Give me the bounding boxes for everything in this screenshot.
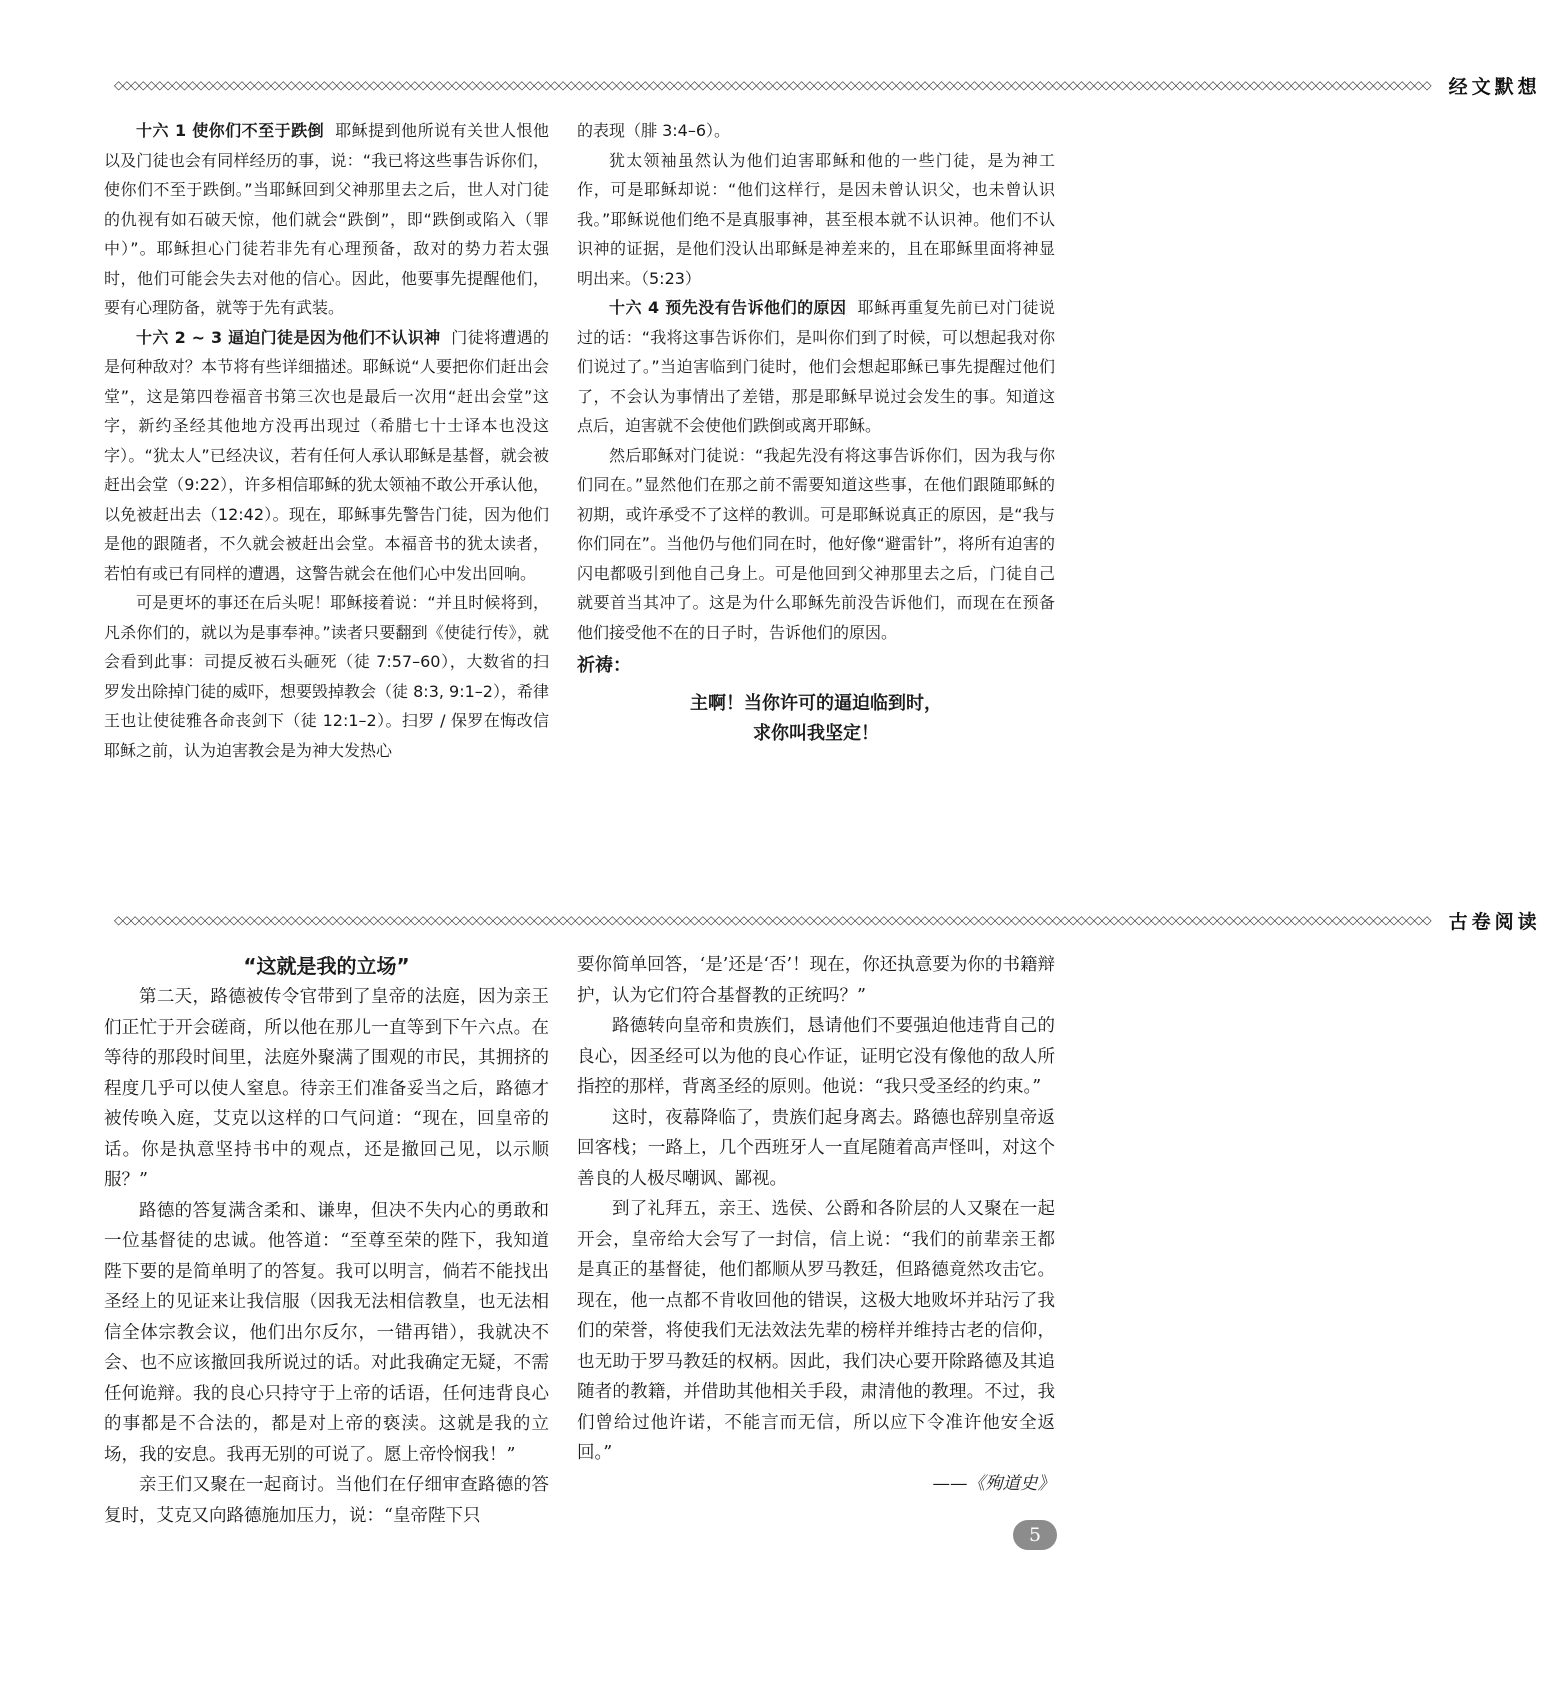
section2-left-column (104, 950, 549, 1531)
paragraph: 到了礼拜五，亲王、选侯、公爵和各阶层的人又聚在一起开会，皇帝给大会写了一封信，信上说：“我们的前辈亲王都是真正的基督徒，他们都顺从罗马教廷，但路德竟然攻击它。现在，他一点都不肯收回他的错误，这极大地败坏并玷污了我们的荣誉，将使我们无法效法先辈的榜样并维持古老的信仰，也无助于罗马教廷的权柄。因此，我们决心要开除路德及其追随者的教籍，并借助其他相关手段，肃清他的教理。不过，我们曾给过他许诺，不能言而无信，所以应下令准许他安全返回。” (577, 1199, 1055, 1463)
prayer-line: 主啊！当你许可的逼迫临到时， (690, 692, 942, 714)
section1-left-column (104, 116, 549, 765)
paragraph: 路德的答复满含柔和、谦卑，但决不失内心的勇敢和一位基督徒的忠诚。他答道：“至尊至荣的陛下，我知道陛下要的是简单明了的答复。我可以明言，倘若不能找出圣经上的见证来让我信服（因我无法相信教皇，也无法相信全体宗教会议，他们出尔反尔，一错再错），我就决不会、也不应该撤回我所说过的话。对此我确定无疑，不需任何诡辩。我的良心只持守于上帝的话语，任何违背良心的事都是不合法的，都是对上帝的亵渎。这就是我的立场，我的安息。我再无别的可说了。愿上帝怜悯我！” (104, 1200, 549, 1465)
diamond-divider: ◇◇◇◇◇◇◇◇◇◇◇◇◇◇◇◇◇◇◇◇◇◇◇◇◇◇◇◇◇◇◇◇◇◇◇◇◇◇◇◇◇◇◇◇◇◇◇◇◇◇◇◇◇◇◇◇◇◇◇◇◇◇◇◇◇◇◇◇◇◇◇◇◇◇◇◇◇◇◇◇◇◇◇◇◇◇◇◇◇◇◇◇◇◇◇◇◇◇◇◇◇◇◇◇◇◇◇◇◇◇◇◇◇◇◇◇◇◇◇◇◇◇◇◇◇◇◇◇◇◇◇◇◇◇◇◇◇◇◇◇◇◇◇◇◇◇◇◇◇◇◇◇◇◇◇◇◇◇◇◇ (114, 78, 1431, 92)
paragraph: 路德转向皇帝和贵族们，恳请他们不要强迫他违背自己的良心，因圣经可以为他的良心作证，证明它没有像他的敌人所指控的那样，背离圣经的原则。他说：“我只受圣经的约束。” (577, 1016, 1055, 1097)
prayer-line: 求你叫我坚定！ (753, 722, 879, 744)
paragraph: 亲王们又聚在一起商讨。当他们在仔细审查路德的答复时，艾克又向路德施加压力，说：“皇帝陛下只 (104, 1475, 549, 1526)
paragraph-text: 犹太领袖虽然认为他们迫害耶稣和他的一些门徒，是为神工作，可是耶稣却说：“他们这样行，是因未曾认识父，也未曾认识我。”耶稣说他们绝不是真服事神，甚至根本就不认识神。他们不认识神的证据，是他们没认出耶稣是神差来的，且在耶稣里面将神显明出来。（5:23） (577, 150, 1055, 288)
article-title: “这就是我的立场” (243, 954, 410, 978)
paragraph (577, 441, 1055, 648)
section1-header-title: 经文默想 (1448, 75, 1541, 98)
prayer-label: 祈祷： (577, 655, 631, 676)
section1-right-column (577, 116, 1055, 749)
paragraph: 要你简单回答，‘是’还是‘否’！现在，你还执意要为你的书籍辩护，认为它们符合基督教的正统吗？” (577, 955, 1055, 1006)
paragraph (577, 146, 1055, 294)
section1-header (114, 70, 1541, 100)
signature: ——《殉道史》 (932, 1473, 1055, 1494)
section2-header (114, 905, 1541, 935)
paragraph-text: 的表现（腓 3:4–6）。 (577, 121, 731, 140)
paragraph-text: 耶稣提到他所说有关世人恨他以及门徒也会有同样经历的事，说：“我已将这些事告诉你们，使你们不至于跌倒。”当耶稣回到父神那里去之后，世人对门徒的仇视有如石破天惊，他们就会“跌倒”，即“跌倒或陷入（罪中）”。耶稣担心门徒若非先有心理预备，敌对的势力若太强时，他们可能会失去对他的信心。因此，他要事先提醒他们，要有心理防备，就等于先有武装。 (104, 121, 549, 317)
paragraph-text: 耶稣再重复先前已对门徒说过的话：“我将这事告诉你们，是叫你们到了时候，可以想起我对你们说过了。”当迫害临到门徒时，他们会想起耶稣已事先提醒过他们了，不会认为事情出了差错，那是耶稣早说过会发生的事。知道这点后，迫害就不会使他们跌倒或离开耶稣。 (577, 298, 1055, 435)
paragraph (577, 293, 1055, 441)
paragraph (104, 116, 549, 323)
verse-heading: 十六 2 ~ 3 逼迫门徒是因为他们不认识神 (136, 327, 441, 347)
prayer-text (577, 689, 1055, 749)
paragraph: 第二天，路德被传令官带到了皇帝的法庭，因为亲王们正忙于开会磋商，所以他在那儿一直等到下午六点。在等待的那段时间里，法庭外聚满了围观的市民，其拥挤的程度几乎可以使人窒息。待亲王们准备妥当之后，路德才被传唤入庭，艾克以这样的口气问道：“现在，回皇帝的话。你是执意坚持书中的观点，还是撤回己见，以示顺服？” (104, 987, 549, 1190)
paragraph-text: 门徒将遭遇的是何种敌对？本节将有些详细描述。耶稣说“人要把你们赶出会堂”，这是第四卷福音书第三次也是最后一次用“赶出会堂”这字，新约圣经其他地方没再出现过（希腊七十士译本也没这字）。“犹太人”已经决议，若有任何人承认耶稣是基督，就会被赶出会堂（9:22），许多相信耶稣的犹太领袖不敢公开承认他，以免被赶出去（12:42）。现在，耶稣事先警告门徒，因为他们是他的跟随者，不久就会被赶出会堂。本福音书的犹太读者，若怕有或已有同样的遭遇，这警告就会在他们心中发出回响。 (104, 327, 549, 583)
paragraph (104, 323, 549, 589)
paragraph: 这时，夜幕降临了，贵族们起身离去。路德也辞别皇帝返回客栈；一路上，几个西班牙人一直尾随着高声怪叫，对这个善良的人极尽嘲讽、鄙视。 (577, 1107, 1055, 1189)
section2-right-column (577, 950, 1055, 1499)
verse-heading: 十六 1 使你们不至于跌倒 (136, 121, 325, 140)
paragraph-text: 可是更坏的事还在后头呢！耶稣接着说：“并且时候将到，凡杀你们的，就以为是事奉神。”读者只要翻到《使徒行传》，就会看到此事：司提反被石头砸死（徒 7:57–60），大数省的扫罗发出除掉门徒的威吓，想要毁掉教会（徒 8:3, 9:1–2），希律王也让使徒雅各命丧剑下（徒 12:1–2）。扫罗 / 保罗在悔改信耶稣之前，认为迫害教会是为神大发热心 (104, 593, 549, 760)
paragraph (104, 588, 549, 765)
page-number: 5 (1013, 1520, 1057, 1550)
verse-heading: 十六 4 预先没有告诉他们的原因 (609, 298, 847, 317)
section2-header-title: 古卷阅读 (1448, 910, 1541, 933)
diamond-divider: ◇◇◇◇◇◇◇◇◇◇◇◇◇◇◇◇◇◇◇◇◇◇◇◇◇◇◇◇◇◇◇◇◇◇◇◇◇◇◇◇◇◇◇◇◇◇◇◇◇◇◇◇◇◇◇◇◇◇◇◇◇◇◇◇◇◇◇◇◇◇◇◇◇◇◇◇◇◇◇◇◇◇◇◇◇◇◇◇◇◇◇◇◇◇◇◇◇◇◇◇◇◇◇◇◇◇◇◇◇◇◇◇◇◇◇◇◇◇◇◇◇◇◇◇◇◇◇◇◇◇◇◇◇◇◇◇◇◇◇◇◇◇◇◇◇◇◇◇◇◇◇◇◇◇◇◇◇◇◇◇ (114, 913, 1431, 927)
paragraph (577, 116, 1055, 146)
paragraph-text: 然后耶稣对门徒说：“我起先没有将这事告诉你们，因为我与你们同在。”显然他们在那之前不需要知道这些事，在他们跟随耶稣的初期，或许承受不了这样的教训。可是耶稣说真正的原因，是“我与你们同在”。当他仍与他们同在时，他好像“避雷针”，将所有迫害的闪电都吸引到他自己身上。可是他回到父神那里去之后，门徒自己就要首当其冲了。这是为什么耶稣先前没告诉他们，而现在在预备他们接受他不在的日子时，告诉他们的原因。 (577, 445, 1055, 642)
